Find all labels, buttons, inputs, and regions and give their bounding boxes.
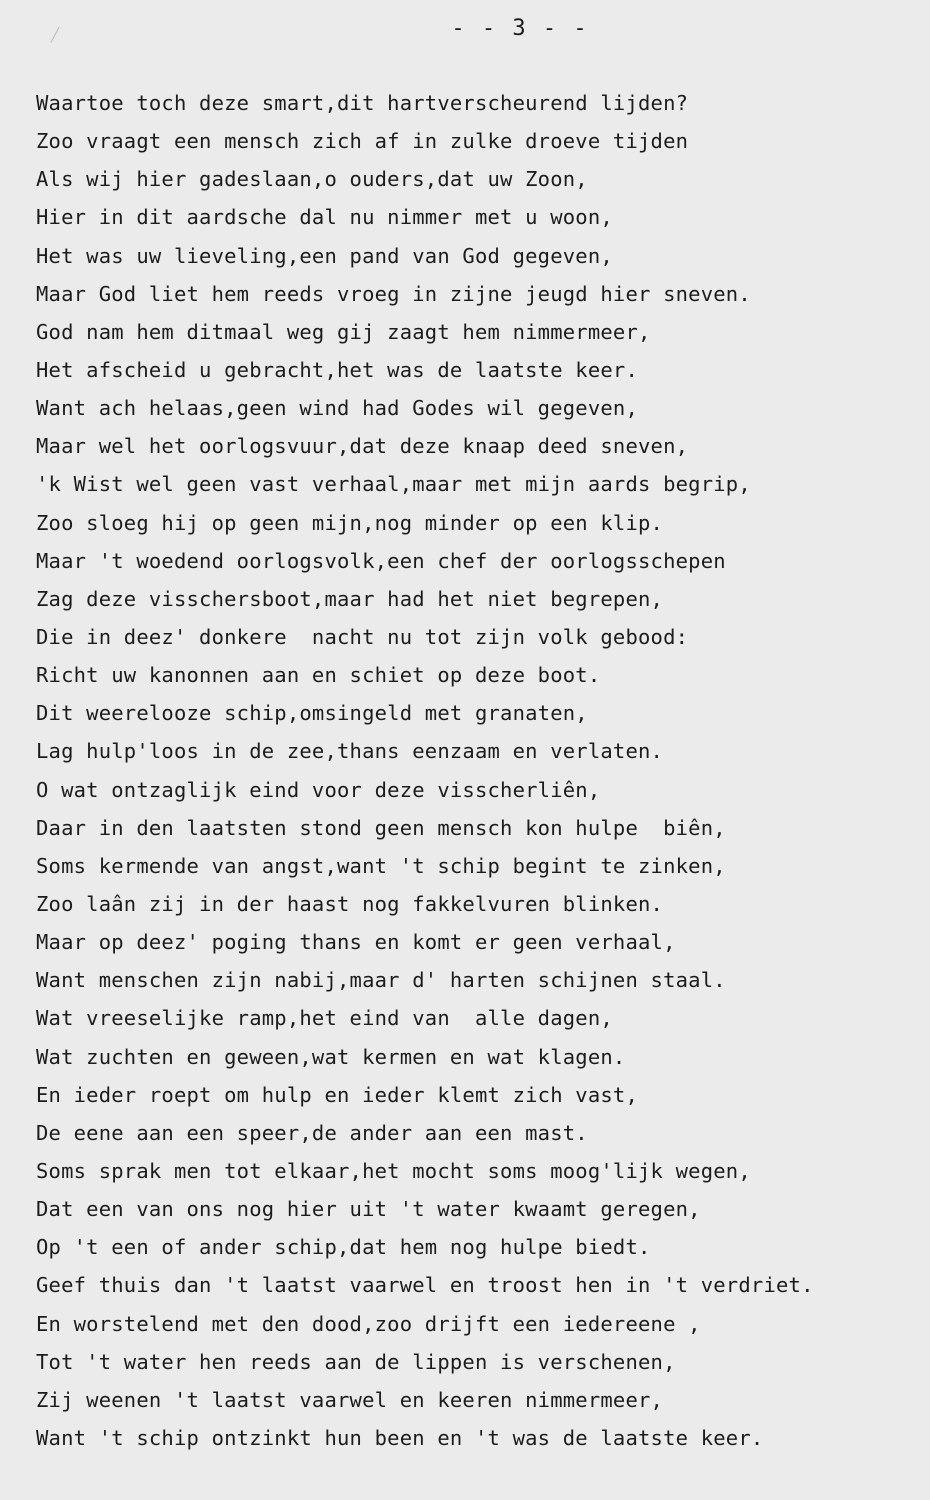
- poem-line: Zag deze visschersboot,maar had het niet begrepen,: [36, 586, 664, 611]
- poem-line: Soms kermende van angst,want 't schip begint te zinken,: [36, 853, 726, 878]
- poem-line: Want 't schip ontzinkt hun been en 't was de laatste keer.: [36, 1425, 764, 1450]
- poem-line: Zoo sloeg hij op geen mijn,nog minder op een klip.: [36, 510, 664, 535]
- poem-line: Als wij hier gadeslaan,o ouders,dat uw Zoon,: [36, 167, 588, 192]
- poem-line: Dat een van ons nog hier uit 't water kwaamt geregen,: [36, 1197, 701, 1222]
- poem-line: Daar in den laatsten stond geen mensch kon hulpe biên,: [36, 815, 726, 840]
- poem-line: Geef thuis dan 't laatst vaarwel en troost hen in 't verdriet.: [36, 1273, 814, 1298]
- poem-line: Maar wel het oorlogsvuur,dat deze knaap deed sneven,: [36, 434, 689, 459]
- poem-line: Zoo laân zij in der haast nog fakkelvuren blinken.: [36, 891, 664, 916]
- poem-line: Maar 't woedend oorlogsvolk,een chef der oorlogsschepen: [36, 548, 726, 573]
- poem-line: Want ach helaas,geen wind had Godes wil gegeven,: [36, 396, 639, 421]
- poem-line: Maar op deez' poging thans en komt er geen verhaal,: [36, 930, 676, 955]
- poem-line: Wat zuchten en geween,wat kermen en wat klagen.: [36, 1044, 626, 1069]
- poem-line: Hier in dit aardsche dal nu nimmer met u woon,: [36, 205, 613, 230]
- poem-line: De eene aan een speer,de ander aan een mast.: [36, 1120, 588, 1145]
- poem-line: Lag hulp'loos in de zee,thans eenzaam en verlaten.: [36, 739, 664, 764]
- poem-line: En ieder roept om hulp en ieder klemt zich vast,: [36, 1082, 639, 1107]
- poem-line: Zij weenen 't laatst vaarwel en keeren nimmermeer,: [36, 1387, 664, 1412]
- poem-line: 'k Wist wel geen vast verhaal,maar met mijn aards begrip,: [36, 472, 751, 497]
- poem-line: Tot 't water hen reeds aan de lippen is verschenen,: [36, 1349, 676, 1374]
- poem-line: Het afscheid u gebracht,het was de laatste keer.: [36, 357, 639, 382]
- poem-line: God nam hem ditmaal weg gij zaagt hem nimmermeer,: [36, 319, 651, 344]
- poem-line: Zoo vraagt een mensch zich af in zulke droeve tijden: [36, 129, 689, 154]
- poem-line: Maar God liet hem reeds vroeg in zijne jeugd hier sneven.: [36, 281, 751, 306]
- page-number: - - 3 - -: [451, 16, 589, 41]
- poem-line: Die in deez' donkere nacht nu tot zijn volk gebood:: [36, 624, 689, 649]
- poem-line: Op 't een of ander schip,dat hem nog hulpe biedt.: [36, 1235, 651, 1260]
- poem-line: Dit weerelooze schip,omsingeld met granaten,: [36, 701, 588, 726]
- poem-line: Soms sprak men tot elkaar,het mocht soms moog'lijk wegen,: [36, 1158, 751, 1183]
- poem-body: [36, 84, 916, 1457]
- poem-line: Richt uw kanonnen aan en schiet op deze boot.: [36, 663, 601, 688]
- poem-line: En worstelend met den dood,zoo drijft een iedereene ,: [36, 1311, 701, 1336]
- poem-line: O wat ontzaglijk eind voor deze visscherliên,: [36, 777, 601, 802]
- poem-line: Want menschen zijn nabij,maar d' harten schijnen staal.: [36, 968, 726, 993]
- poem-line: Waartoe toch deze smart,dit hartverscheurend lijden?: [36, 91, 689, 115]
- poem-line: Wat vreeselijke ramp,het eind van alle dagen,: [36, 1006, 613, 1031]
- poem-line: Het was uw lieveling,een pand van God gegeven,: [36, 243, 613, 268]
